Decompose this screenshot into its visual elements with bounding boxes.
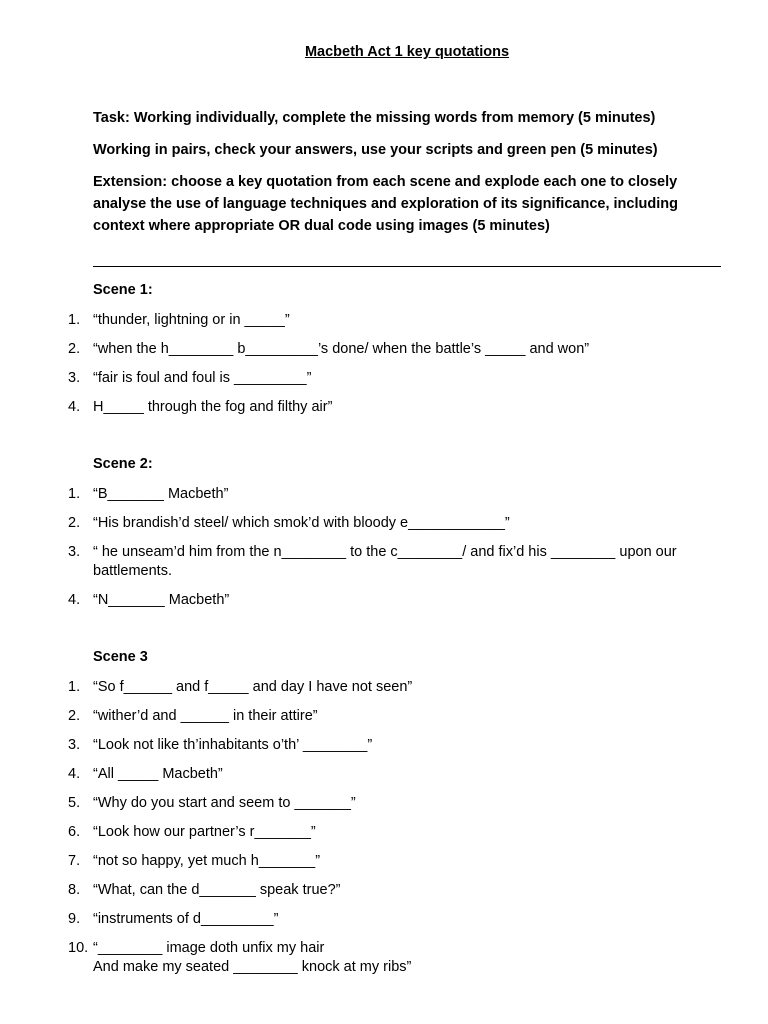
quotation-text: “ he unseam’d him from the n________ to the c________/ and fix’d his ________ upon our battlements. <box>93 544 677 579</box>
quotation-text: “All _____ Macbeth” <box>93 766 223 782</box>
scene-2-heading: Scene 2: <box>93 456 153 472</box>
divider-line <box>93 266 721 267</box>
quotation-text: “Look how our partner’s r_______” <box>93 824 316 840</box>
item-number: 7. <box>68 853 81 869</box>
quotation-text: “Look not like th’inhabitants o’th’ ________” <box>93 737 373 753</box>
item-number: 3. <box>68 737 81 753</box>
quotation-text: “thunder, lightning or in _____” <box>93 312 290 328</box>
item-number: 10. <box>68 940 89 956</box>
item-number: 9. <box>68 911 81 927</box>
task-instruction: Task: Working individually, complete the missing words from memory (5 minutes) <box>93 110 656 126</box>
quotation-text: “His brandish’d steel/ which smok’d with bloody e____________” <box>93 515 510 531</box>
item-number: 1. <box>68 312 81 328</box>
quotation-text: “Why do you start and seem to _______” <box>93 795 356 811</box>
item-number: 8. <box>68 882 81 898</box>
quotation-text: “fair is foul and foul is _________” <box>93 370 312 386</box>
quotation-text: “So f______ and f_____ and day I have not seen” <box>93 679 413 695</box>
item-number: 1. <box>68 679 81 695</box>
quotation-text: “N_______ Macbeth” <box>93 592 230 608</box>
quotation-text: “wither’d and ______ in their attire” <box>93 708 318 724</box>
item-number: 3. <box>68 544 81 560</box>
quotation-text: “B_______ Macbeth” <box>93 486 229 502</box>
quotation-text: “What, can the d_______ speak true?” <box>93 882 341 898</box>
pairs-instruction: Working in pairs, check your answers, use your scripts and green pen (5 minutes) <box>93 142 658 158</box>
item-number: 1. <box>68 486 81 502</box>
item-number: 2. <box>68 341 81 357</box>
quotation-text: “________ image doth unfix my hair And make my seated ________ knock at my ribs” <box>93 940 412 975</box>
item-number: 2. <box>68 708 81 724</box>
quotation-text: “instruments of d_________” <box>93 911 279 927</box>
quotation-text: “when the h________ b_________’s done/ when the battle’s _____ and won” <box>93 341 590 357</box>
item-number: 3. <box>68 370 81 386</box>
quotation-text: “not so happy, yet much h_______” <box>93 853 321 869</box>
scene-3-heading: Scene 3 <box>93 649 148 665</box>
extension-instruction: Extension: choose a key quotation from each scene and explode each one to closely analyse the use of language techniques and exploration of its significance, including context where appropriate OR dual code using images (5 minutes) <box>93 174 678 234</box>
page-title: Macbeth Act 1 key quotations <box>304 44 510 60</box>
quotation-text: H_____ through the fog and filthy air” <box>93 399 333 415</box>
item-number: 6. <box>68 824 81 840</box>
item-number: 4. <box>68 766 81 782</box>
item-number: 5. <box>68 795 81 811</box>
item-number: 4. <box>68 399 81 415</box>
scene-1-heading: Scene 1: <box>93 282 153 298</box>
item-number: 2. <box>68 515 81 531</box>
item-number: 4. <box>68 592 81 608</box>
